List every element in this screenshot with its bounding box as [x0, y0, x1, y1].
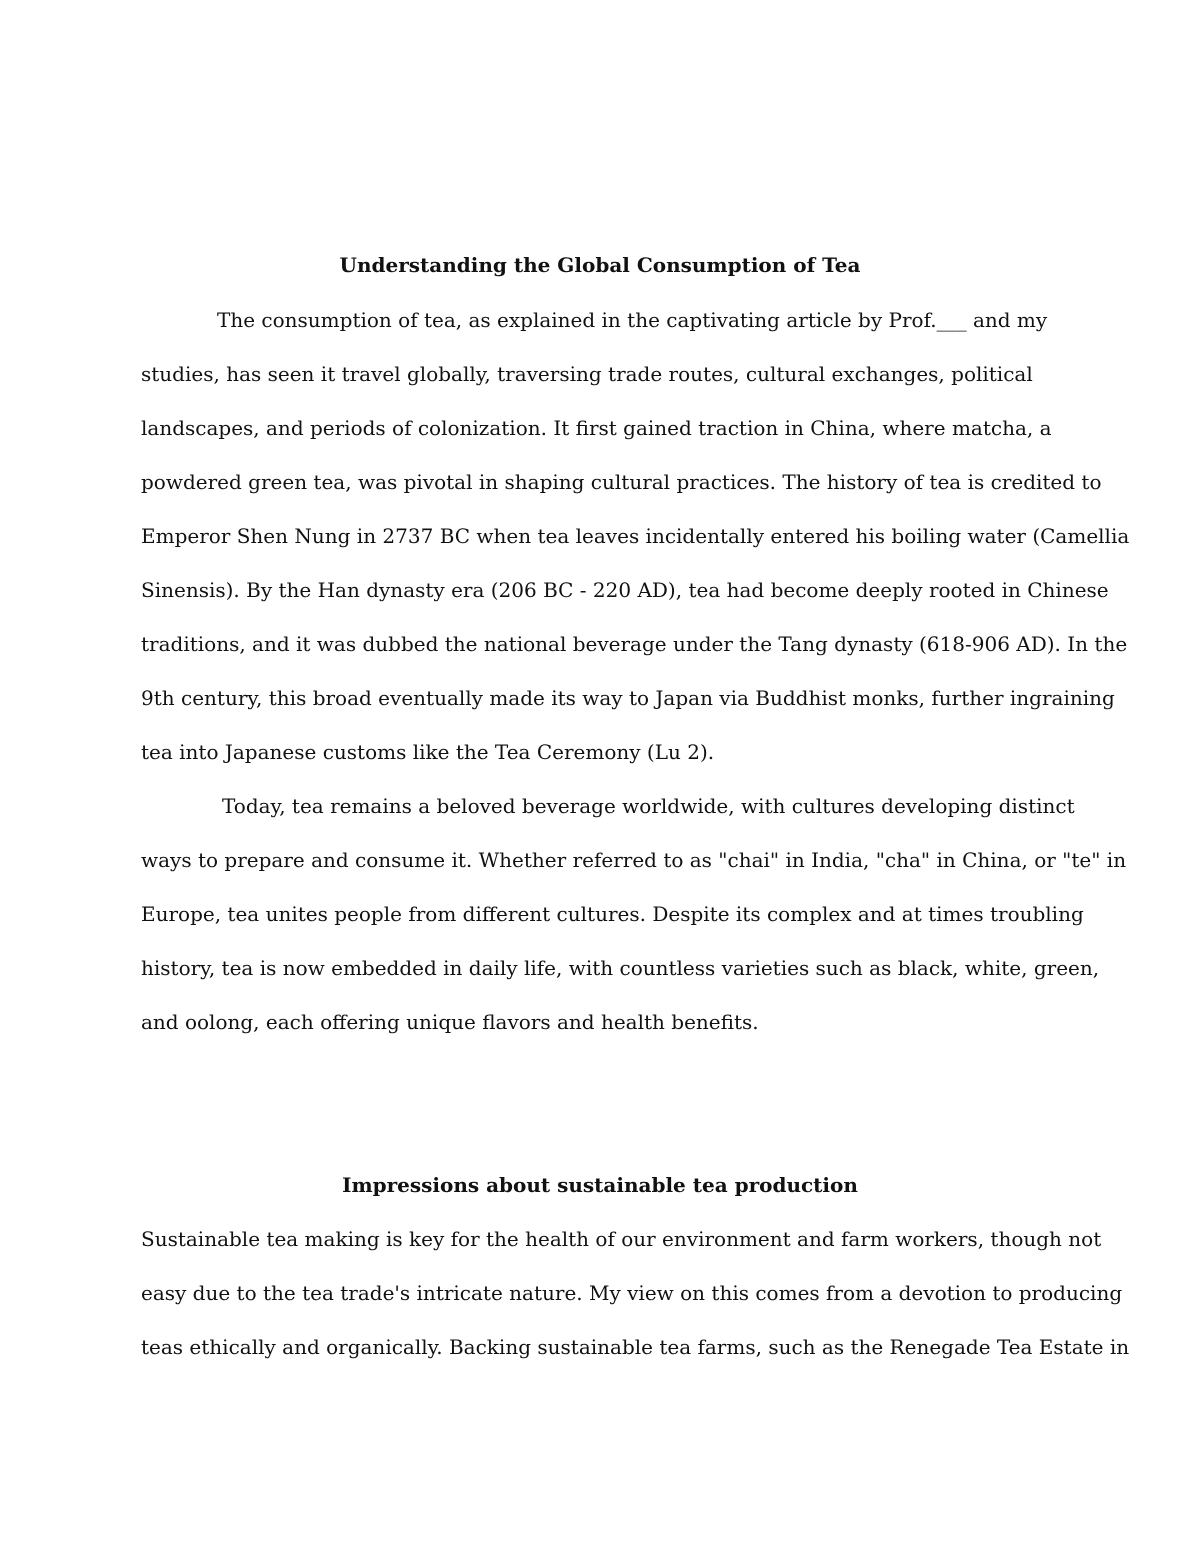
paragraph-line: and oolong, each offering unique flavors and health benefits. [141, 1010, 759, 1034]
paragraph-line: 9th century, this broad eventually made its way to Japan via Buddhist monks, further ingraining [141, 686, 1115, 710]
paragraph-line: Sustainable tea making is key for the health of our environment and farm workers, though not [141, 1227, 1102, 1251]
paragraph-line: The consumption of tea, as explained in the captivating article by Prof.___ and my [217, 308, 1048, 332]
paragraph-line: studies, has seen it travel globally, traversing trade routes, cultural exchanges, political [141, 362, 1033, 386]
paragraph-line: traditions, and it was dubbed the national beverage under the Tang dynasty (618-906 AD). In the [141, 632, 1128, 656]
paragraph-line: Today, tea remains a beloved beverage worldwide, with cultures developing distinct [222, 794, 1075, 818]
paragraph-line: teas ethically and organically. Backing sustainable tea farms, such as the Renegade Tea Estate in [141, 1335, 1130, 1359]
section-title-global-consumption: Understanding the Global Consumption of Tea [339, 253, 861, 277]
paragraph-line: tea into Japanese customs like the Tea Ceremony (Lu 2). [141, 740, 715, 764]
paragraph-line: ways to prepare and consume it. Whether referred to as "chai" in India, "cha" in China, or "te" in [141, 848, 1127, 872]
section-title-sustainable-production: Impressions about sustainable tea production [342, 1173, 858, 1197]
paragraph-line: easy due to the tea trade's intricate nature. My view on this comes from a devotion to producing [141, 1281, 1123, 1305]
paragraph-line: history, tea is now embedded in daily life, with countless varieties such as black, white, green, [141, 956, 1100, 980]
paragraph-line: Europe, tea unites people from different cultures. Despite its complex and at times troubling [141, 902, 1084, 926]
paragraph-line: Sinensis). By the Han dynasty era (206 BC - 220 AD), tea had become deeply rooted in Chinese [141, 578, 1109, 602]
paragraph-line: Emperor Shen Nung in 2737 BC when tea leaves incidentally entered his boiling water (Camellia [141, 524, 1130, 548]
paragraph-line: landscapes, and periods of colonization. It first gained traction in China, where matcha, a [141, 416, 1052, 440]
paragraph-line: powdered green tea, was pivotal in shaping cultural practices. The history of tea is credited to [141, 470, 1102, 494]
